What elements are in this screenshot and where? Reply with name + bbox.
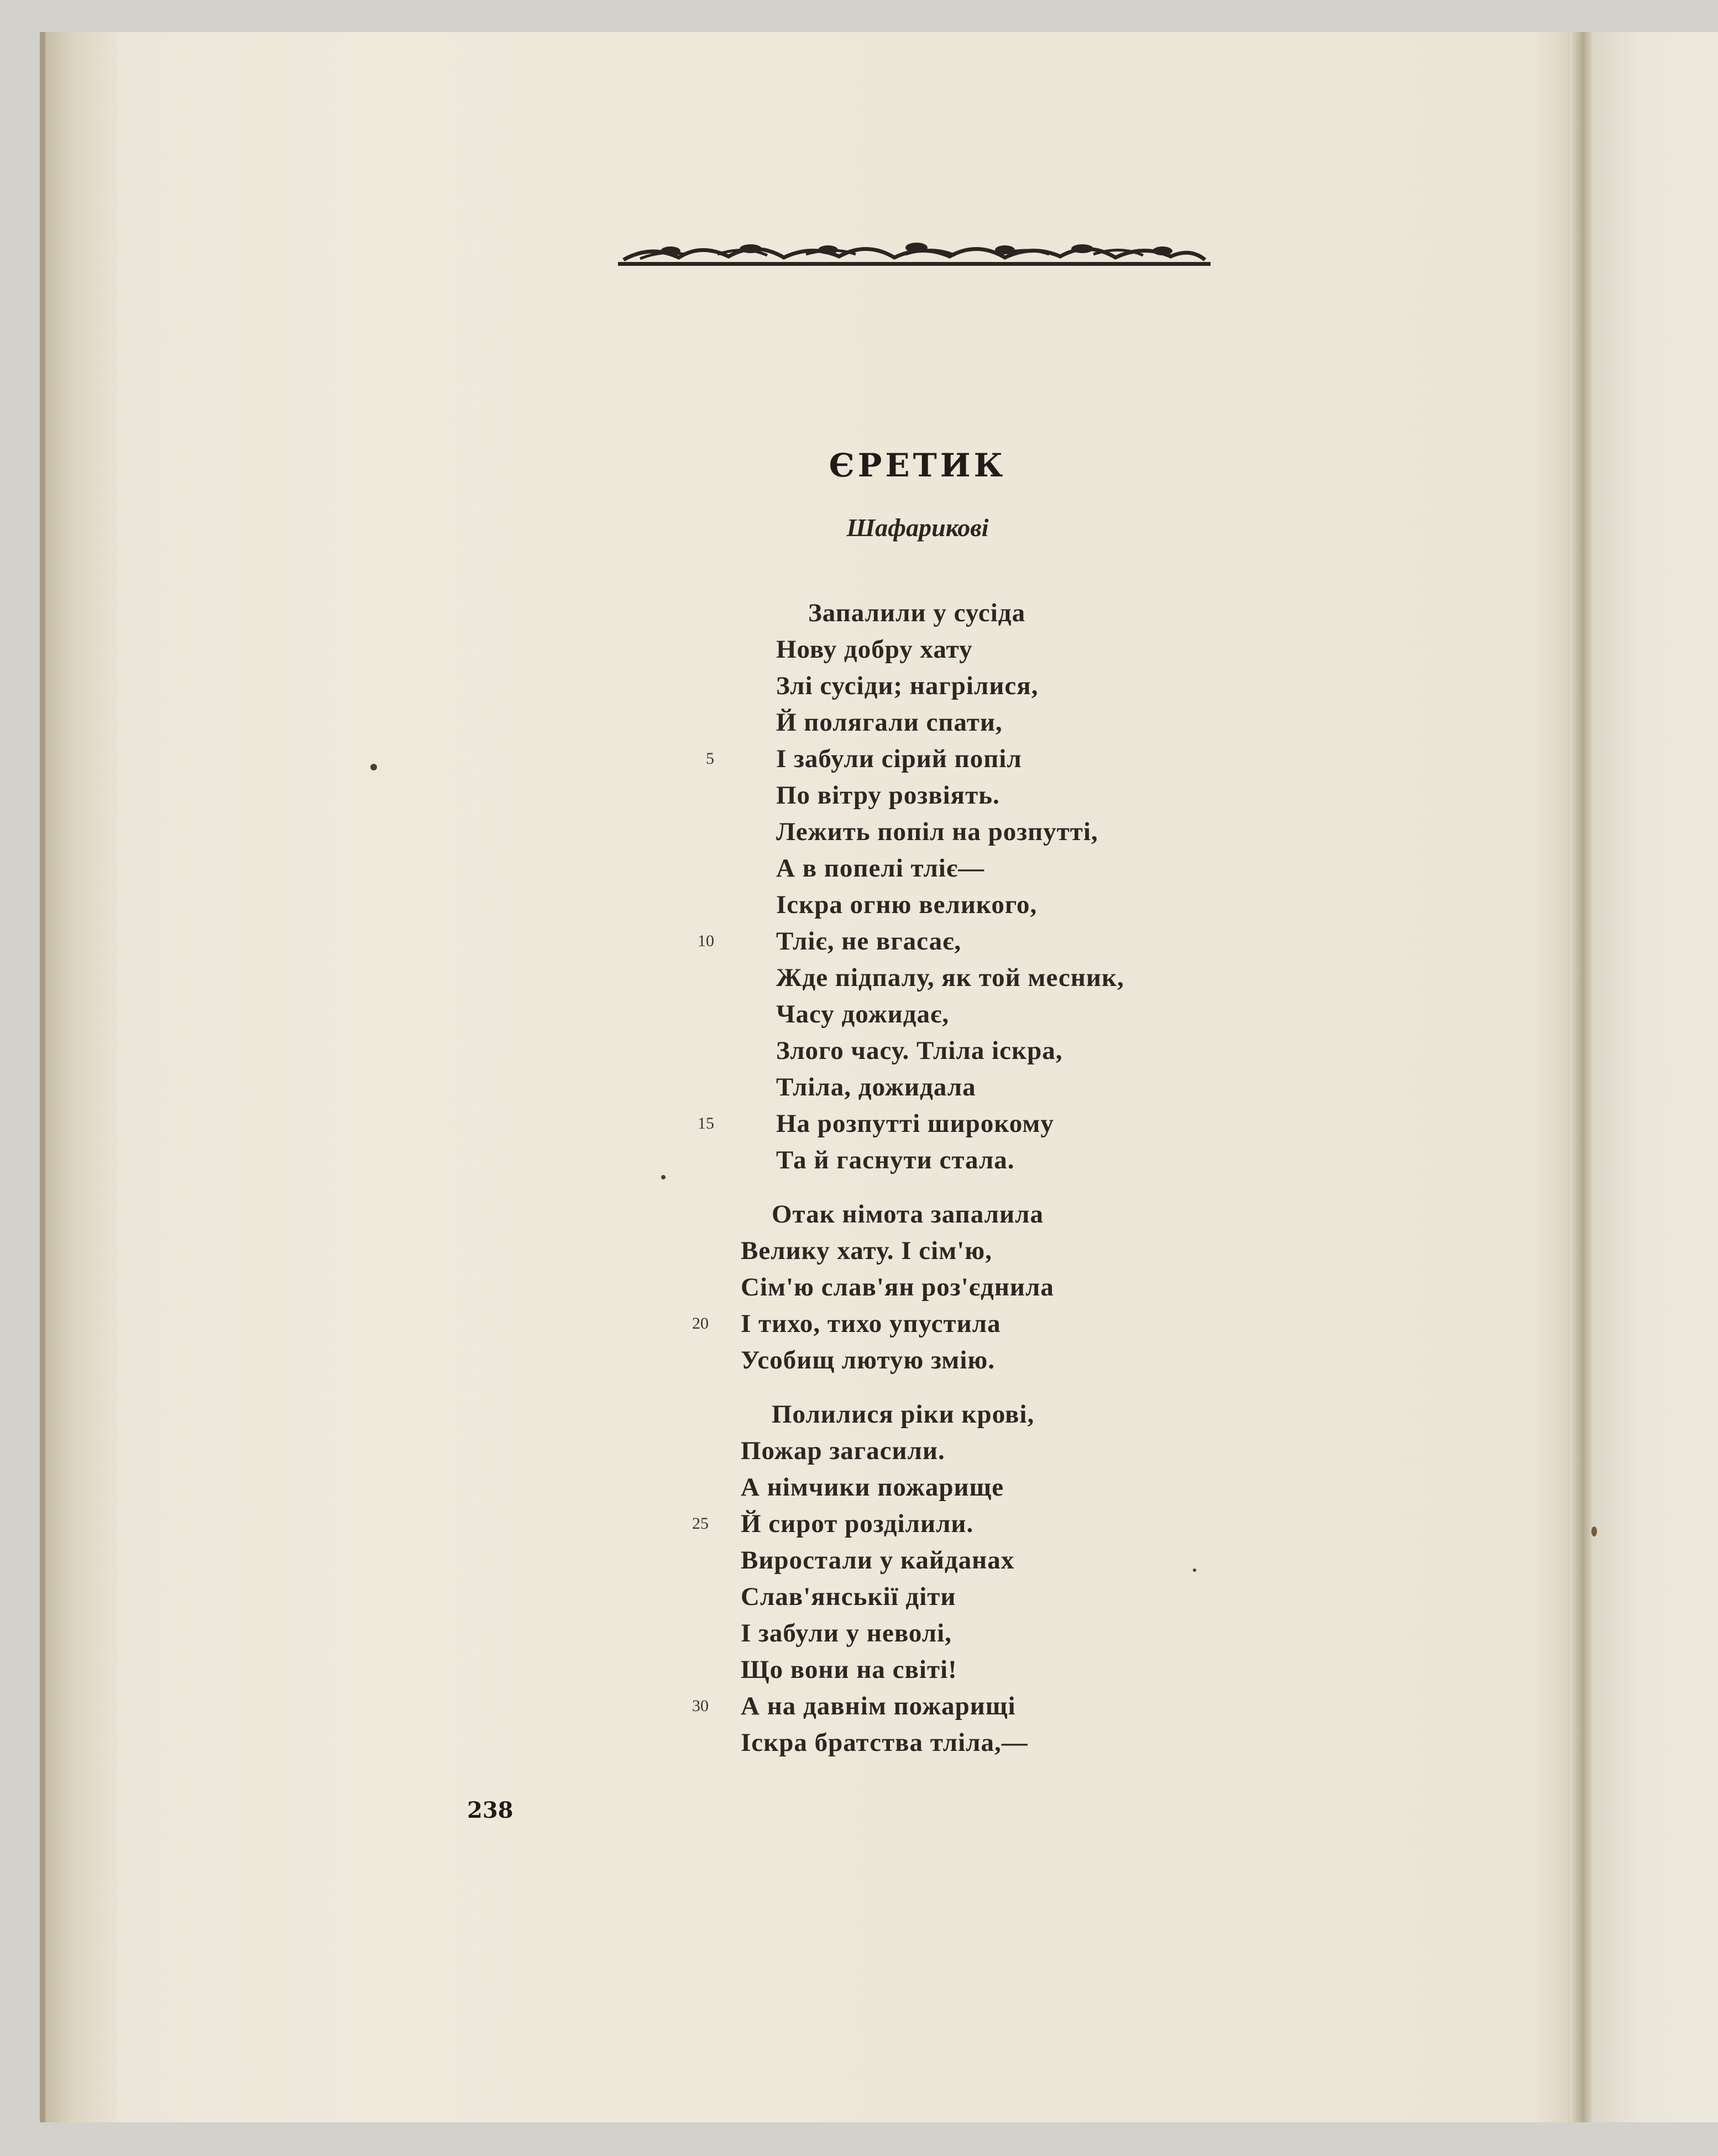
poem-line: Злі сусіди; нагрілися, (776, 672, 1039, 700)
poem-line: І забули сірий попіл (776, 744, 1022, 773)
poem-line: І забули у неволі, (741, 1619, 952, 1648)
poem-line: Іскра огню великого, (776, 890, 1038, 919)
decorative-headpiece (618, 238, 1211, 270)
paper-speck (1193, 1569, 1196, 1572)
poem-line: А на давнім пожарищі (741, 1692, 1016, 1720)
poem-line: А німчики пожарище (741, 1473, 1004, 1502)
line-number: 20 (692, 1314, 709, 1333)
poem-title: ЄРЕТИК (829, 447, 1007, 484)
poem-line: Велику хату. І сім'ю, (741, 1236, 992, 1265)
line-number: 30 (692, 1697, 709, 1715)
facing-page-edge (1592, 32, 1718, 2122)
poem-line: Лежить попіл на розпутті, (776, 817, 1098, 846)
paper-speck (370, 764, 377, 770)
line-number: 25 (692, 1514, 709, 1533)
poem-line: Та й гаснути стала. (776, 1146, 1015, 1174)
line-number: 5 (706, 749, 714, 768)
poem-line: Й полягали спати, (776, 708, 1003, 737)
poem-line: Тліє, не вгасає, (776, 927, 962, 956)
poem-line: На розпутті широкому (776, 1109, 1054, 1138)
poem-line: Полилися ріки крові, (772, 1400, 1035, 1429)
poem-line: Пожар загасили. (741, 1436, 945, 1465)
poem-line: Що вони на світі! (741, 1655, 957, 1684)
line-number: 15 (698, 1114, 714, 1132)
poem-line: Запалили у сусіда (808, 599, 1026, 627)
paper-speck (1591, 1526, 1597, 1536)
poem-line: Слав'янськії діти (741, 1582, 956, 1611)
paper-speck (661, 1175, 666, 1179)
poem-line: Тліла, дожидала (776, 1073, 976, 1101)
poem-line: Виростали у кайданах (741, 1546, 1015, 1575)
poem-line: Отак німота запалила (772, 1200, 1044, 1229)
page-number: 238 (467, 1797, 514, 1823)
poem-line: Іскра братства тліла,— (741, 1728, 1028, 1757)
poem-line: І тихо, тихо упустила (741, 1309, 1001, 1338)
poem-line: Усобищ лютую змію. (741, 1346, 996, 1375)
poem-line: По вітру розвіять. (776, 781, 1000, 810)
poem-line: Злого часу. Тліла іскра, (776, 1036, 1063, 1065)
poem-line: А в попелі тліє— (776, 854, 985, 883)
poem-line: Жде підпалу, як той месник, (776, 963, 1124, 992)
poem-dedication: Шафарикові (846, 513, 989, 542)
poem-line: Й сирот розділили. (741, 1509, 974, 1538)
line-number: 10 (698, 932, 714, 950)
book-gutter (1570, 32, 1592, 2122)
poem-line: Нову добру хату (776, 635, 973, 664)
poem-line: Часу дожидає, (776, 1000, 950, 1029)
left-page-edge (40, 32, 117, 2122)
poem-line: Сім'ю слав'ян роз'єднила (741, 1273, 1054, 1302)
